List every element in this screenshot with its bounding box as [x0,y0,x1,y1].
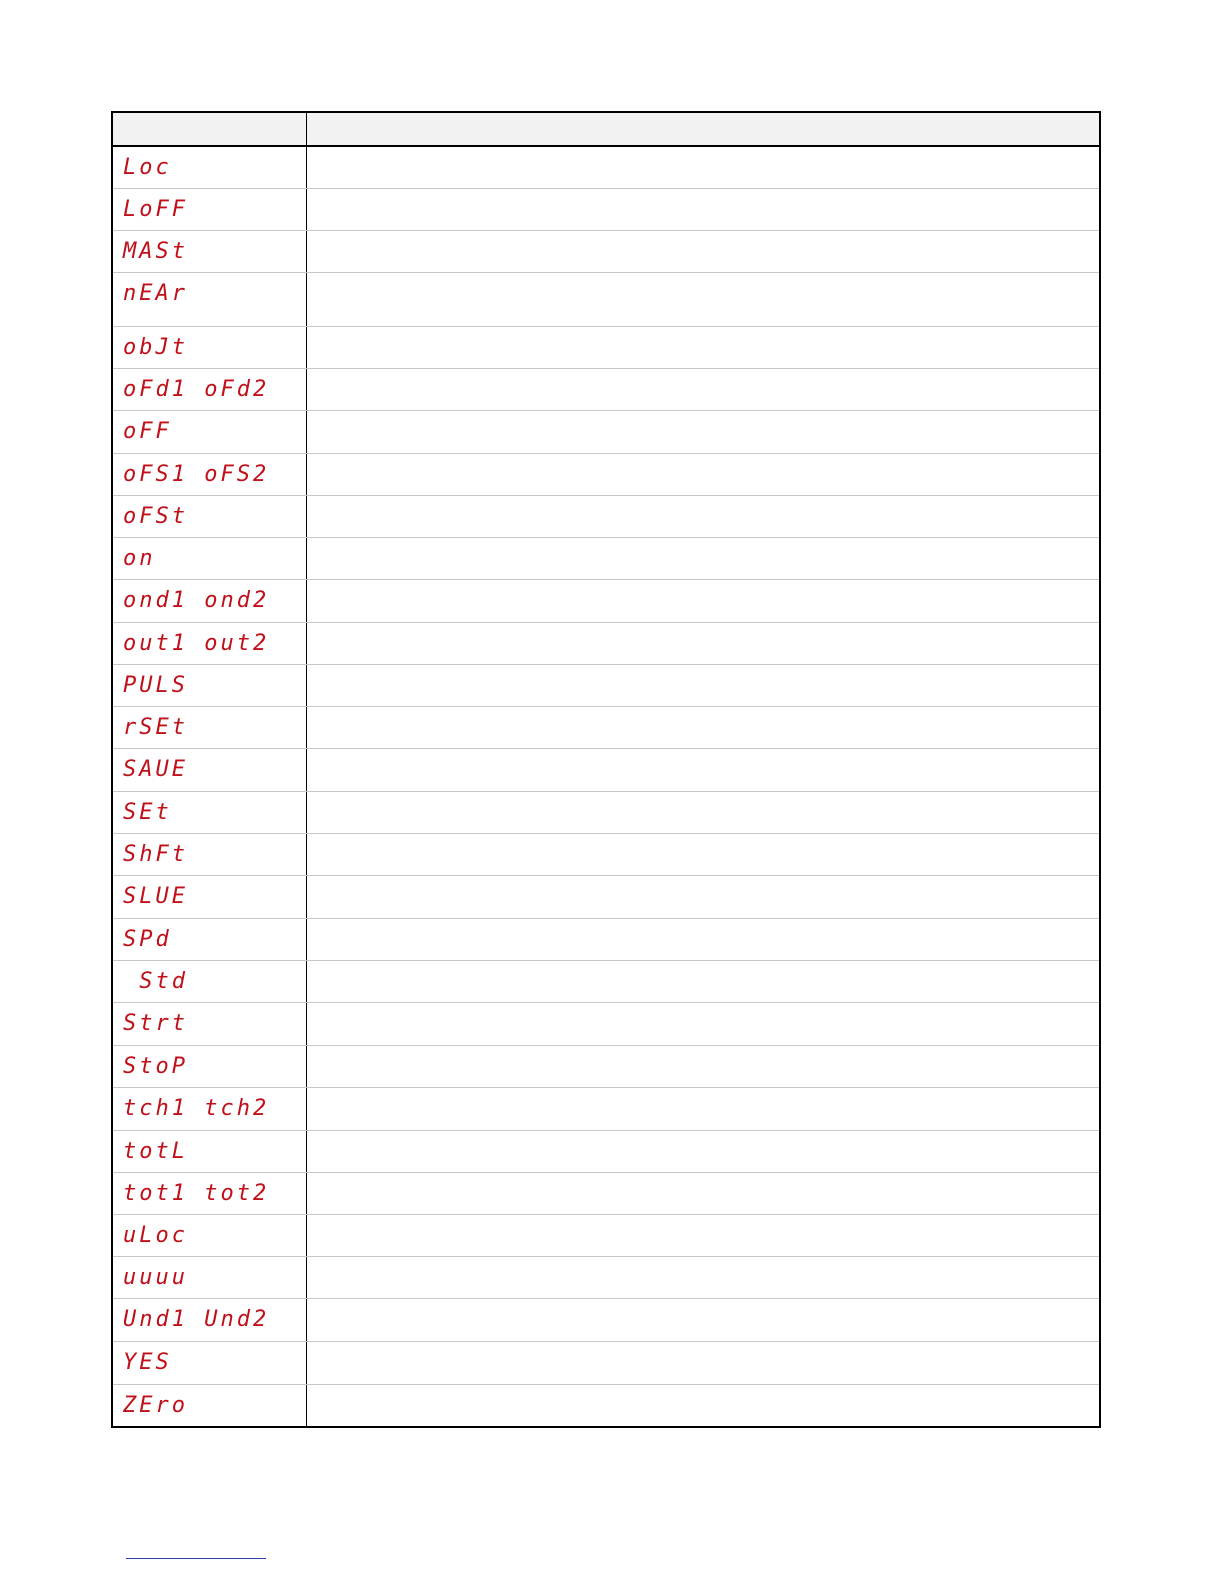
table-row [113,1173,1099,1215]
display-code: rSEt [123,715,188,740]
description-cell [307,411,1099,453]
table-row [113,665,1099,707]
display-code: oFSt [123,504,188,529]
description-cell [307,961,1099,1002]
description-cell [307,496,1099,537]
display-code-cell [113,496,307,537]
table-header [113,113,1099,147]
display-code-cell [113,749,307,791]
display-code-cell [113,273,307,326]
display-code: ShFt [123,842,188,867]
display-code-cell [113,580,307,622]
display-code-cell [113,189,307,230]
display-code-cell [113,1173,307,1214]
display-code-cell [113,919,307,960]
description-cell [307,876,1099,918]
display-code-cell [113,454,307,495]
table-row [113,189,1099,231]
table-row [113,327,1099,369]
display-code-cell [113,1046,307,1087]
display-code-cell [113,369,307,410]
table-row [113,1131,1099,1173]
table-row [113,1046,1099,1088]
display-code: Strt [123,1011,188,1036]
table-row [113,707,1099,749]
description-cell [307,665,1099,706]
display-code-cell [113,231,307,272]
description-cell [307,1385,1099,1426]
table-row [113,1088,1099,1131]
description-cell [307,623,1099,664]
display-code: tot1 tot2 [123,1181,270,1206]
display-code: Std [123,969,188,994]
table-row [113,1215,1099,1257]
display-code-cell [113,665,307,706]
display-code-cell [113,1342,307,1384]
display-code-cell [113,876,307,918]
table-row [113,1003,1099,1046]
table-row [113,1385,1099,1426]
description-cell [307,327,1099,368]
display-code: LoFF [123,197,188,222]
display-code: ZEro [123,1393,188,1418]
table-row [113,538,1099,580]
display-code: totL [123,1139,188,1164]
description-cell [307,1088,1099,1130]
display-code: obJt [123,335,188,360]
display-code: PULS [123,673,188,698]
table-row [113,792,1099,834]
description-cell [307,792,1099,833]
description-cell [307,834,1099,875]
display-code: SPd [123,927,172,952]
display-code: oFd1 oFd2 [123,377,270,402]
display-code-cell [113,1003,307,1045]
display-code-cell [113,1299,307,1341]
display-code: YES [123,1350,172,1375]
display-code: MASt [123,239,188,264]
table-row [113,580,1099,623]
display-code-table [111,111,1101,1428]
table-row [113,876,1099,919]
table-row [113,961,1099,1003]
description-cell [307,1173,1099,1214]
description-cell [307,580,1099,622]
display-code: ond1 ond2 [123,588,270,613]
description-cell [307,273,1099,326]
display-code-cell [113,623,307,664]
display-code: tch1 tch2 [123,1096,270,1121]
table-row [113,623,1099,665]
display-code-cell [113,1385,307,1426]
description-cell [307,189,1099,230]
display-code-cell [113,538,307,579]
description-cell [307,538,1099,579]
display-code: StoP [123,1054,188,1079]
table-row [113,919,1099,961]
description-cell [307,1299,1099,1341]
table-row [113,411,1099,454]
display-code-cell [113,961,307,1002]
display-code: Und1 Und2 [123,1307,270,1332]
table-row [113,749,1099,792]
table-row [113,1257,1099,1299]
header-col-display [113,113,307,145]
display-code-cell [113,411,307,453]
description-cell [307,1003,1099,1045]
table-row [113,1299,1099,1342]
display-code: SLUE [123,884,188,909]
display-code-cell [113,792,307,833]
display-code: out1 out2 [123,631,270,656]
table-row [113,147,1099,189]
display-code-cell [113,147,307,188]
display-code: oFS1 oFS2 [123,462,270,487]
display-code: SEt [123,800,172,825]
footer-link-underline[interactable] [126,1558,266,1559]
description-cell [307,1131,1099,1172]
display-code: Loc [123,155,172,180]
display-code: on [123,546,156,571]
header-col-description [307,113,1099,145]
display-code-cell [113,1215,307,1256]
table-row [113,231,1099,273]
display-code: oFF [123,419,172,444]
display-code: nEAr [123,281,188,306]
table-row [113,369,1099,411]
display-code-cell [113,1088,307,1130]
display-code-cell [113,1131,307,1172]
display-code-cell [113,327,307,368]
display-code: SAUE [123,757,188,782]
table-row [113,273,1099,327]
display-code-cell [113,834,307,875]
table-row [113,834,1099,876]
description-cell [307,749,1099,791]
table-row [113,454,1099,496]
description-cell [307,1046,1099,1087]
table-row [113,496,1099,538]
description-cell [307,369,1099,410]
display-code-cell [113,707,307,748]
display-code-cell [113,1257,307,1298]
display-code: uLoc [123,1223,188,1248]
description-cell [307,919,1099,960]
description-cell [307,231,1099,272]
description-cell [307,1215,1099,1256]
table-row [113,1342,1099,1385]
description-cell [307,707,1099,748]
description-cell [307,1257,1099,1298]
description-cell [307,147,1099,188]
description-cell [307,454,1099,495]
description-cell [307,1342,1099,1384]
display-code: uuuu [123,1265,188,1290]
